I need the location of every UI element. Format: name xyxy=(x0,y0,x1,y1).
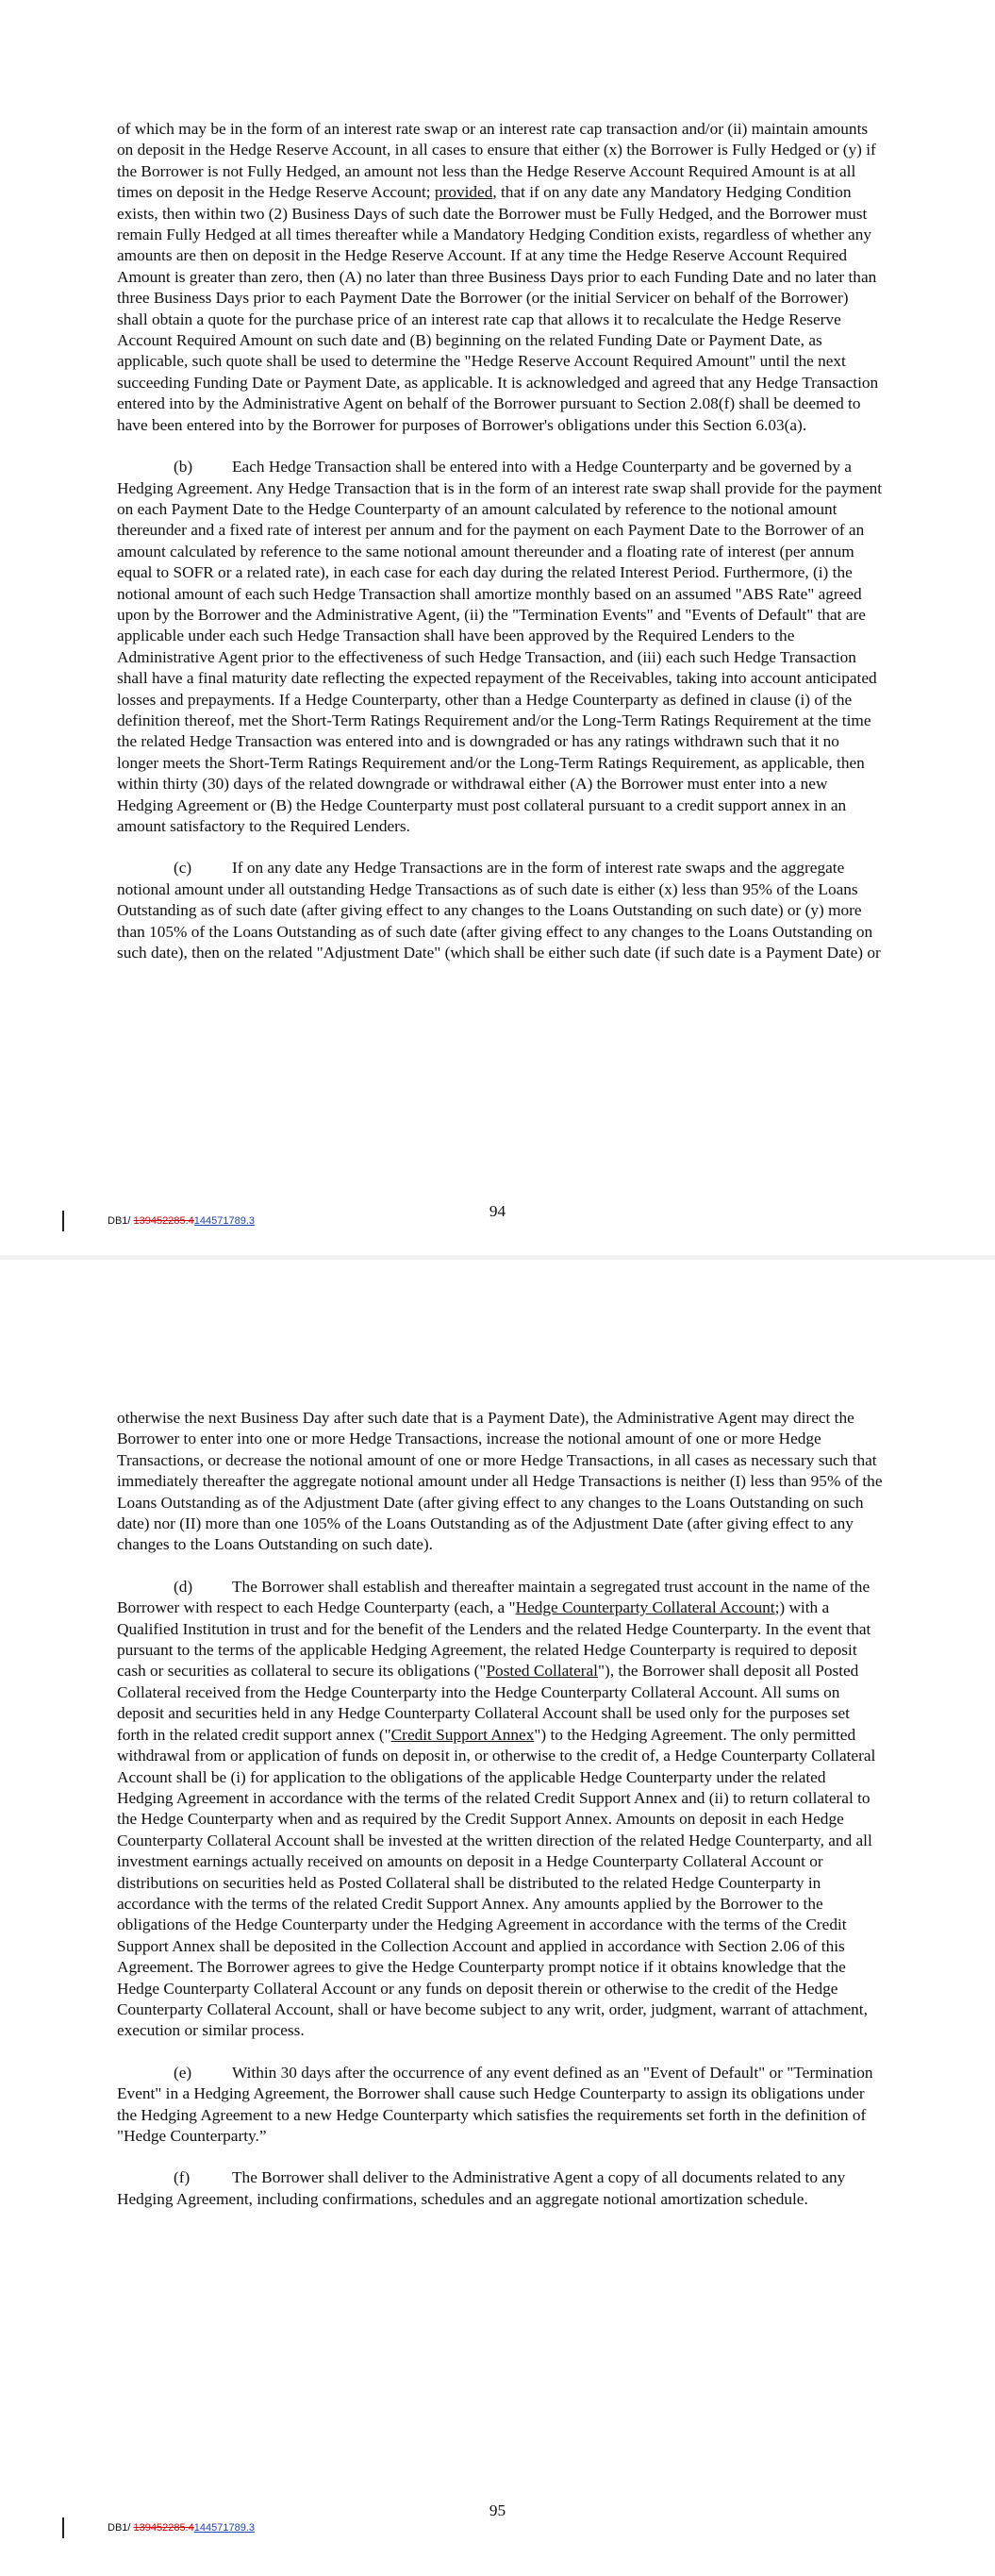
paragraph-label-d: (d) xyxy=(174,1577,193,1596)
paragraph-d: (d) The Borrower shall establish and thereafter maintain a segregated trust account in the name of the Borrower with respect to each Hedge Counterparty (each, a "Hedge Counterparty Collateral Account;) with a Qualified Institution in trust and for the benefit of the Lenders and the related Hedge Counterparty. In the event that pursuant to the terms of the applicable Hedging Agreement, the related Hedge Counterparty is required to deposit cash or securities as collateral to secure its obligations ("Posted Collateral"), the Borrower shall deposit all Posted Collateral received from the Hedge Counterparty into the Hedge Counterparty Collateral Account. All sums on deposit and securities held in any Hedge Counterparty Collateral Account shall be used only for the purposes set forth in the related credit support annex ("Credit Support Annex") to the Hedging Agreement. The only permitted withdrawal from or application of funds on deposit in, or otherwise to the credit of, a Hedge Counterparty Collateral Account shall be (i) for application to the obligations of the applicable Hedge Counterparty under the related Hedging Agreement in accordance with the terms of the related Credit Support Annex and (ii) to return collateral to the Hedge Counterparty when and as required by the Credit Support Annex. Amounts on deposit in each Hedge Counterparty Collateral Account shall be invested at the written direction of the related Hedge Counterparty, and all investment earnings actually received on amounts on deposit in a Hedge Counterparty Collateral Account or distributions on securities held as Posted Collateral shall be distributed to the related Hedge Counterparty in accordance with the terms of the related Credit Support Annex. Any amounts applied by the Borrower to the obligations of the Hedge Counterparty under the Hedging Agreement in accordance with the terms of the Credit Support Annex shall be deposited in the Collection Account and applied in accordance with Section 2.06 of this Agreement. The Borrower agrees to give the Hedge Counterparty prompt notice if it obtains knowledge that the Hedge Counterparty Collateral Account or any funds on deposit therein or otherwise to the credit of the Hedge Counterparty Collateral Account, shall or have become subject to any writ, order, judgment, warrant of attachment, execution or similar process. xyxy=(117,1577,876,2040)
page-number: 95 xyxy=(489,2501,506,2519)
deleted-doc-id: 139452285.4 xyxy=(133,1215,194,1227)
paragraph-label-b: (b) xyxy=(174,458,193,477)
paragraph-c-continued: otherwise the next Business Day after such date that is a Payment Date), the Administrative Agent may direct the Borrower to enter into one or more Hedge Transactions, increase the notional amount of one or more Hedge Transactions, or decrease the notional amount of one or more Hedge Transactions, in all cases as necessary such that immediately thereafter the aggregate notional amount under all Hedge Transactions is neither (I) less than 95% of the Loans Outstanding as of the Adjustment Date (after giving effect to any changes to the Loans Outstanding on such date) nor (II) more than one 105% of the Loans Outstanding as of the Adjustment Date (after giving effect to any changes to the Loans Outstanding on such date). xyxy=(117,1409,883,1554)
paragraph-label-e: (e) xyxy=(174,2063,192,2082)
defined-term-credit-support-annex: Credit Support Annex xyxy=(390,1725,535,1744)
page-number: 94 xyxy=(489,1202,506,1220)
inserted-doc-id: 144571789.3 xyxy=(193,1215,255,1227)
paragraph-a-continued: of which may be in the form of an interest rate swap or an interest rate cap transaction and/or (ii) maintain amounts on deposit in the Hedge Reserve Account, in all cases to ensure that either (x) the Borrower is Fully Hedged or (y) if the Borrower is not Fully Hedged, an amount not less than the Hedge Reserve Account Required Amount is at all times on deposit in the Hedge Reserve Account; provided, that if on any date any Mandatory Hedging Condition exists, then within two (2) Business Days of such date the Borrower must be Fully Hedged, and the Borrower must remain Fully Hedged at all times thereafter while a Mandatory Hedging Condition exists, regardless of whether any amounts are then on deposit in the Hedge Reserve Account. If at any time the Hedge Reserve Account Required Amount is greater than zero, then (A) no later than three Business Days prior to each Funding Date and no later than three Business Days prior to each Payment Date the Borrower (or the initial Servicer on behalf of the Borrower) shall obtain a quote for the purchase price of an interest rate cap that allows it to recalculate the Hedge Reserve Account Required Amount on such date and (B) beginning on the related Funding Date or Payment Date, as applicable, such quote shall be used to determine the "Hedge Reserve Account Required Amount" until the next succeeding Funding Date or Payment Date, as applicable. It is acknowledged and agreed that any Hedge Transaction entered into by the Administrative Agent on behalf of the Borrower pursuant to Section 2.08(f) shall be deemed to have been entered into by the Borrower for purposes of Borrower's obligations under this Section 6.03(a). xyxy=(117,120,879,434)
paragraph-f: (f) The Borrower shall deliver to the Administrative Agent a copy of all documents related to any Hedging Agreement, including confirmations, schedules and an aggregate notional amortization schedule. xyxy=(117,2168,846,2208)
paragraph-label-f: (f) xyxy=(174,2168,191,2187)
paragraph-b: (b) Each Hedge Transaction shall be entered into with a Hedge Counterparty and be governed by a Hedging Agreement. Any Hedge Transaction that is in the form of an interest rate swap shall provide for the payment on each Payment Date to the Hedge Counterparty of an amount calculated by reference to the notional amount thereunder and a fixed rate of interest per annum and for the payment on each Payment Date to the Borrower of an amount calculated by reference to the same notional amount thereunder and a floating rate of interest (per annum equal to SOFR or a related rate), in each case for each day during the related Interest Period. Furthermore, (i) the notional amount of each such Hedge Transaction shall amortize monthly based on an assumed "ABS Rate" agreed upon by the Borrower and the Administrative Agent, (ii) the "Termination Events" and "Events of Default" that are applicable under each such Hedge Transaction shall have been approved by the Required Lenders to the Administrative Agent prior to the effectiveness of such Hedge Transaction, and (iii) each such Hedge Transaction shall have a final maturity date reflecting the expected repayment of the Receivables, taking into account anticipated losses and prepayments. If a Hedge Counterparty, other than a Hedge Counterparty as defined in clause (i) of the definition thereof, met the Short-Term Ratings Requirement and/or the Long-Term Ratings Requirement at the time the related Hedge Transaction was entered into and is downgraded or has any ratings withdrawn such that it no longer meets the Short-Term Ratings Requirement and/or the Long-Term Ratings Requirement, as applicable, then within thirty (30) days of the related downgrade or withdrawal either (A) the Borrower must enter into a new Hedging Agreement or (B) the Hedge Counterparty must post collateral pursuant to a credit support annex in an amount satisfactory to the Required Lenders. xyxy=(117,458,883,835)
inserted-doc-id: 144571789.3 xyxy=(193,2522,255,2534)
defined-term-posted-collateral: Posted Collateral xyxy=(486,1662,598,1681)
paragraph-label-c: (c) xyxy=(174,859,192,878)
page-94-body xyxy=(117,119,883,984)
paragraph-c: (c) If on any date any Hedge Transactions are in the form of interest rate swaps and the aggregate notional amount under all outstanding Hedge Transactions as of such date is either (x) less than 95% of the Loans Outstanding as of such date (after giving effect to any changes to the Loans Outstanding on such date) or (y) more than 105% of the Loans Outstanding as of such date (after giving effect to any changes to the Loans Outstanding on such date), then on the related "Adjustment Date" (which shall be either such date (if such date is a Payment Date) or xyxy=(117,859,881,962)
page-94 xyxy=(0,0,995,1255)
change-bar xyxy=(62,2517,64,2538)
change-bar xyxy=(62,1211,64,1231)
document-id-footer: DB1/ 139452285.4144571789.3 xyxy=(108,1215,255,1227)
page-95 xyxy=(0,1260,995,2576)
page-95-body xyxy=(117,1408,883,2231)
defined-term-provided: provided xyxy=(434,183,493,202)
defined-term-hedge-counterparty-collateral-account: Hedge Counterparty Collateral Account xyxy=(515,1598,775,1617)
paragraph-e: (e) Within 30 days after the occurrence of any event defined as an "Event of Default" or "Termination Event" in a Hedging Agreement, the Borrower shall cause such Hedge Counterparty to assign its obligations under the Hedging Agreement to a new Hedge Counterparty which satisfies the requirements set forth in the definition of "Hedge Counterparty.” xyxy=(117,2063,873,2145)
document-id-footer: DB1/ 139452285.4144571789.3 xyxy=(108,2522,255,2534)
deleted-doc-id: 139452285.4 xyxy=(133,2522,194,2534)
